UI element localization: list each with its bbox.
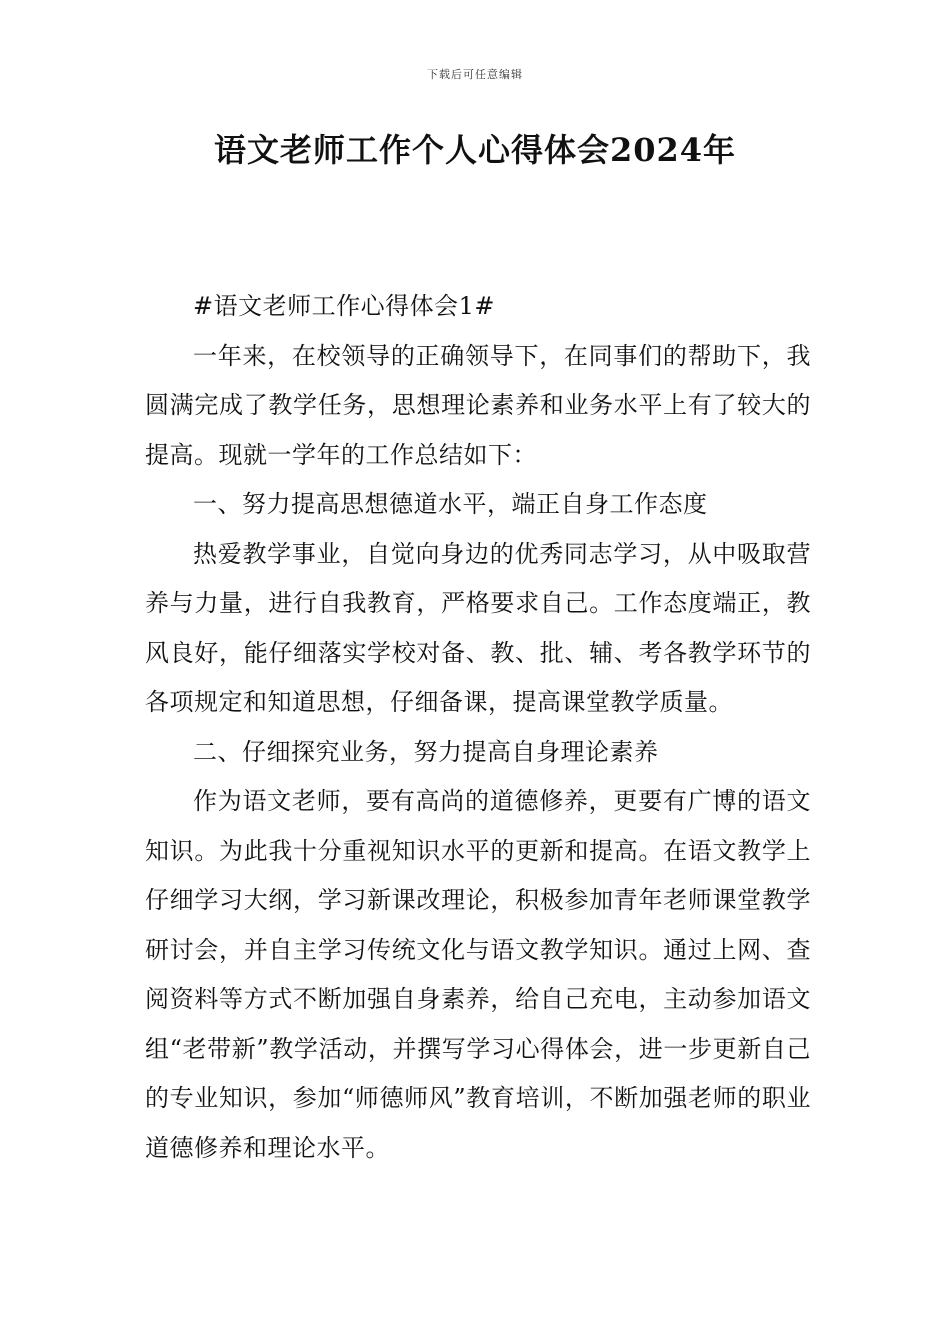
document-body xyxy=(145,282,811,1173)
body-paragraph: 一年来，在校领导的正确领导下，在同事们的帮助下，我圆满完成了教学任务，思想理论素养和业务水平上有了较大的提高。现就一学年的工作总结如下： xyxy=(145,341,811,469)
body-paragraph: 作为语文老师，要有高尚的道德修养，更要有广博的语文知识。为此我十分重视知识水平的更新和提高。在语文教学上仔细学习大纲，学习新课改理论，积极参加青年老师课堂教学研讨会，并自主学习传统文化与语文教学知识。通过上网、查阅资料等方式不断加强自身素养，给自己充电，主动参加语文组“老带新”教学活动，并撰写学习心得体会，进一步更新自己的专业知识，参加“师德师风”教育培训，不断加强老师的职业道德修养和理论水平。 xyxy=(145,787,811,1162)
section-heading: 二、仔细探究业务，努力提高自身理论素养 xyxy=(193,737,659,766)
page-title: 语文老师工作个人心得体会2024年 xyxy=(213,131,737,169)
body-paragraph: 热爱教学事业，自觉向身边的优秀同志学习，从中吸取营养与力量，进行自我教育，严格要求自己。工作态度端正，教风良好，能仔细落实学校对备、教、批、辅、考各教学环节的各项规定和知道思想，仔细备课，提高课堂教学质量。 xyxy=(145,539,811,716)
section-heading: 一、努力提高思想德道水平，端正自身工作态度 xyxy=(193,490,708,518)
section-label: #语文老师工作心得体会1# xyxy=(193,292,495,320)
header-note: 下载后可任意编辑 xyxy=(427,68,523,81)
